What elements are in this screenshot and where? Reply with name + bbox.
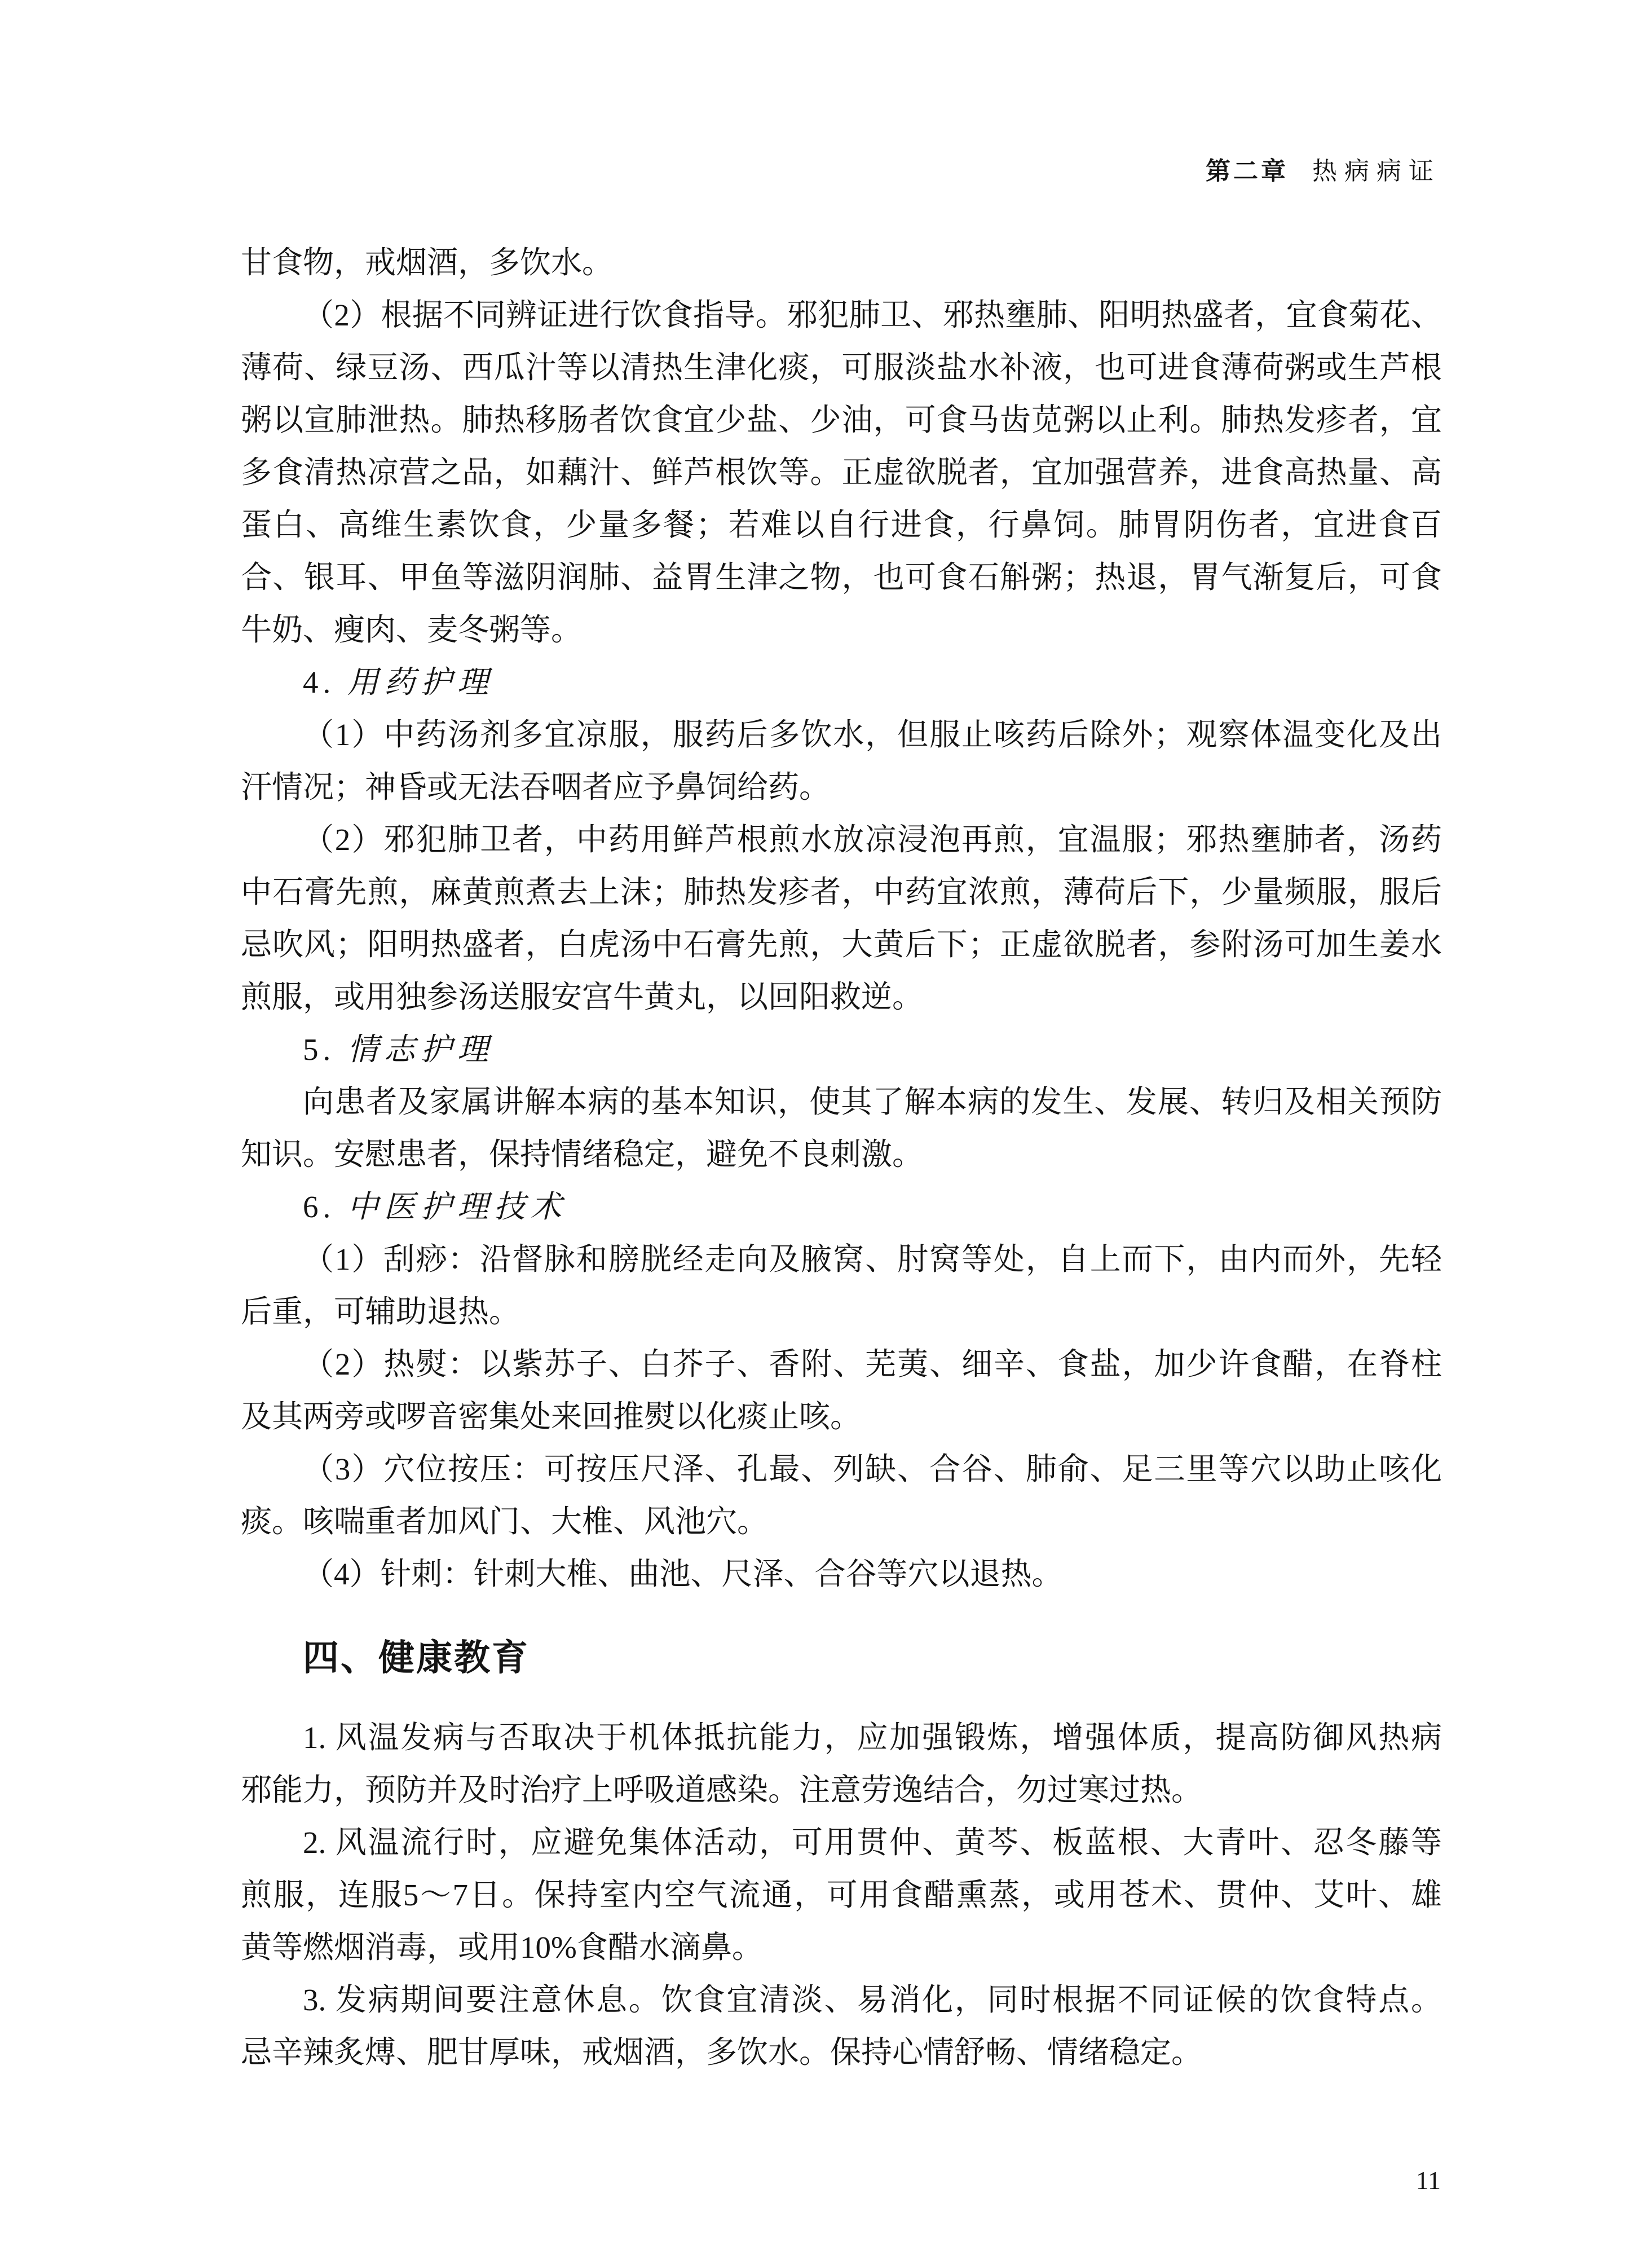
paragraph: [241, 1711, 1442, 1816]
text-line: 甘食物，戒烟酒，多饮水。: [241, 245, 614, 280]
text-line: 合、银耳、甲鱼等滋阴润肺、益胃生津之物，也可食石斛粥；热退，胃气渐复后，可食: [241, 560, 1442, 594]
text-line: 邪能力，预防并及时治疗上呼吸道感染。注意劳逸结合，勿过寒过热。: [241, 1773, 1203, 1807]
subheading: [241, 656, 1442, 708]
text-line: （2）邪犯肺卫者，中药用鲜芦根煎水放凉浸泡再煎，宜温服；邪热壅肺者，汤药: [303, 822, 1442, 857]
text-line: 蛋白、高维生素饮食，少量多餐；若难以自行进食，行鼻饲。肺胃阴伤者，宜进食百: [241, 508, 1442, 542]
text-line: 向患者及家属讲解本病的基本知识，使其了解本病的发生、发展、转归及相关预防: [303, 1085, 1442, 1119]
chapter-title: 热病病证: [1312, 157, 1441, 185]
text-line: （2）热熨：以紫苏子、白芥子、香附、芜荑、细辛、食盐，加少许食醋，在脊柱: [303, 1347, 1442, 1381]
text-line: 2. 风温流行时，应避免集体活动，可用贯仲、黄芩、板蓝根、大青叶、忍冬藤等: [303, 1825, 1442, 1860]
text-line: 3. 发病期间要注意休息。饮食宜清淡、易消化，同时根据不同证候的饮食特点。: [303, 1983, 1442, 2017]
subheading-number: 4.: [303, 665, 347, 699]
section-heading: 四、健康教育: [303, 1637, 530, 1678]
subheading-title: 用药护理: [347, 665, 495, 699]
text-line: 牛奶、瘦肉、麦冬粥等。: [241, 613, 583, 647]
page-number: 11: [1415, 2166, 1441, 2195]
text-line: 忌辛辣炙煿、肥甘厚味，戒烟酒，多饮水。保持心情舒畅、情绪稳定。: [241, 2035, 1203, 2069]
subheading: [241, 1023, 1442, 1076]
subheading-number: 5.: [303, 1032, 347, 1067]
paragraph: [241, 1816, 1442, 1974]
subheading-title: 情志护理: [347, 1032, 495, 1067]
subheading: [241, 1181, 1442, 1233]
text-line: 痰。咳喘重者加风门、大椎、风池穴。: [241, 1504, 769, 1539]
text-line: 中石膏先煎，麻黄煎煮去上沫；肺热发疹者，中药宜浓煎，薄荷后下，少量频服，服后: [241, 875, 1442, 909]
text-line: 多食清热凉营之品，如藕汁、鲜芦根饮等。正虚欲脱者，宜加强营养，进食高热量、高: [241, 455, 1442, 490]
paragraph: [241, 1233, 1442, 1338]
text-line: 煎服，或用独参汤送服安宫牛黄丸，以回阳救逆。: [241, 980, 924, 1014]
text-line: 煎服，连服5～7日。保持室内空气流通，可用食醋熏蒸，或用苍术、贯仲、艾叶、雄: [241, 1878, 1442, 1912]
text-line: 粥以宣肺泄热。肺热移肠者饮食宜少盐、少油，可食马齿苋粥以止利。肺热发疹者，宜: [241, 403, 1442, 437]
paragraph: [241, 1338, 1442, 1443]
text-line: 黄等燃烟消毒，或用10%食醋水滴鼻。: [241, 1930, 763, 1965]
text-line: 知识。安慰患者，保持情绪稳定，避免不良刺激。: [241, 1137, 924, 1172]
text-line: （1）中药汤剂多宜凉服，服药后多饮水，但服止咳药后除外；观察体温变化及出: [303, 717, 1442, 752]
paragraph: [241, 708, 1442, 813]
text-line: 及其两旁或啰音密集处来回推熨以化痰止咳。: [241, 1399, 862, 1434]
text-line: （3）穴位按压：可按压尺泽、孔最、列缺、合谷、肺俞、足三里等穴以助止咳化: [303, 1452, 1442, 1486]
paragraph: [241, 1974, 1442, 2078]
text-line: （1）刮痧：沿督脉和膀胱经走向及腋窝、肘窝等处，自上而下，由内而外，先轻: [303, 1242, 1442, 1276]
subheading-title: 中医护理技术: [347, 1190, 568, 1224]
paragraph: [241, 289, 1442, 656]
text-line: 1. 风温发病与否取决于机体抵抗能力，应加强锻炼，增强体质，提高防御风热病: [303, 1720, 1442, 1755]
subheading-number: 6.: [303, 1190, 347, 1224]
paragraph: [241, 1076, 1442, 1181]
text-line: 汗情况；神昏或无法吞咽者应予鼻饲给药。: [241, 770, 831, 804]
paragraph: [241, 1548, 1442, 1600]
paragraph: [241, 236, 1442, 289]
text-line: 薄荷、绿豆汤、西瓜汁等以清热生津化痰，可服淡盐水补液，也可进食薄荷粥或生芦根: [241, 350, 1442, 385]
running-head: [1206, 157, 1441, 186]
chapter-number: 第二章: [1206, 157, 1289, 185]
text-line: 忌吹风；阳明热盛者，白虎汤中石膏先煎，大黄后下；正虚欲脱者，参附汤可加生姜水: [241, 927, 1442, 962]
paragraph: [241, 813, 1442, 1023]
page-body: [241, 236, 1442, 2078]
text-line: （4）针刺：针刺大椎、曲池、尺泽、合谷等穴以退热。: [303, 1557, 1063, 1591]
paragraph: [241, 1443, 1442, 1548]
text-line: （2）根据不同辨证进行饮食指导。邪犯肺卫、邪热壅肺、阳明热盛者，宜食菊花、: [303, 298, 1442, 332]
text-line: 后重，可辅助退热。: [241, 1294, 520, 1329]
